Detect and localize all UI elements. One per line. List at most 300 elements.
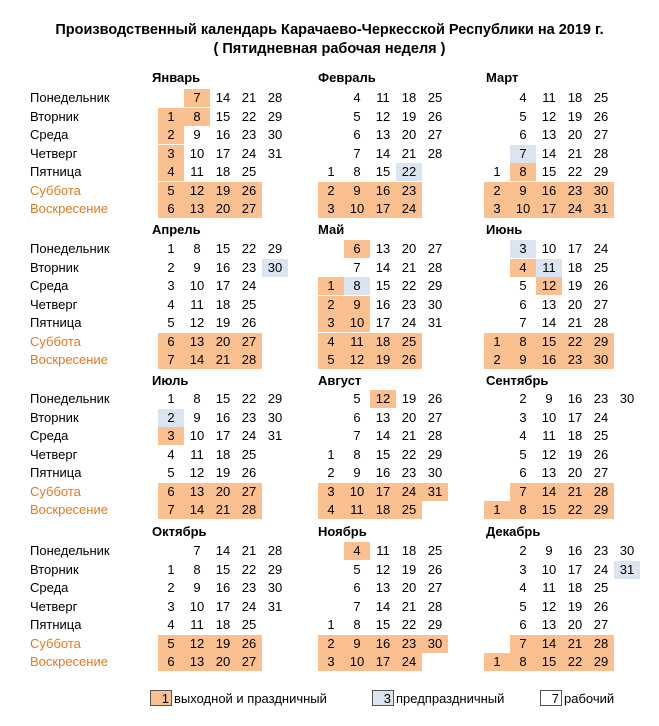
weekday-label: Пятница [30, 315, 82, 330]
day-cell: 5 [167, 465, 175, 480]
day-cell: 5 [353, 108, 361, 124]
legend-preholiday [372, 688, 504, 708]
day-cell: 30 [422, 635, 448, 653]
day-cell: 15 [536, 501, 562, 519]
day-cell: 2 [318, 296, 344, 314]
day-cell: 1 [493, 164, 501, 179]
day-cell: 8 [344, 277, 370, 295]
day-cell: 27 [593, 465, 609, 480]
day-cell: 18 [370, 501, 396, 519]
day-cell: 12 [541, 598, 557, 614]
day-cell: 31 [422, 483, 448, 501]
weekday-label: Понедельник [30, 90, 110, 105]
day-cell: 16 [215, 580, 231, 595]
day-cell: 30 [619, 391, 635, 406]
day-cell: 23 [241, 580, 257, 595]
weekday-label: Четверг [30, 296, 78, 312]
weekday-label: Пятница [30, 465, 82, 480]
day-cell: 5 [353, 391, 361, 406]
day-cell: 22 [241, 561, 257, 577]
day-cell: 31 [267, 428, 283, 443]
day-cell: 3 [158, 145, 184, 163]
day-cell: 1 [484, 333, 510, 351]
day-cell: 3 [519, 561, 527, 577]
day-cell: 5 [519, 278, 527, 293]
day-cell: 22 [241, 391, 257, 406]
day-cell: 21 [210, 501, 236, 519]
day-cell: 5 [519, 108, 527, 124]
weekday-label: Суббота [30, 635, 81, 651]
day-cell: 14 [541, 315, 557, 330]
day-cell: 22 [562, 333, 588, 351]
day-cell: 9 [510, 351, 536, 369]
month-name: Декабрь [486, 524, 541, 539]
day-cell: 27 [593, 617, 609, 632]
day-cell: 26 [396, 351, 422, 369]
day-cell: 19 [215, 315, 231, 330]
day-cell: 13 [541, 127, 557, 142]
day-cell: 16 [215, 409, 231, 425]
day-cell: 5 [318, 351, 344, 369]
day-cell: 24 [241, 428, 257, 443]
day-cell: 30 [267, 580, 283, 595]
day-cell: 30 [619, 543, 635, 558]
day-cell: 6 [353, 409, 361, 425]
day-cell: 5 [353, 561, 361, 577]
day-cell: 10 [344, 314, 370, 332]
day-cell: 24 [593, 241, 609, 256]
day-cell: 4 [318, 333, 344, 351]
day-cell: 29 [427, 278, 443, 293]
day-cell: 14 [215, 90, 231, 105]
day-cell: 20 [210, 333, 236, 351]
day-cell: 6 [158, 333, 184, 351]
legend-holiday-swatch: 1 [150, 690, 172, 706]
day-cell: 31 [588, 200, 614, 218]
day-cell: 31 [267, 598, 283, 614]
day-cell: 16 [536, 351, 562, 369]
page-subtitle: ( Пятидневная рабочая неделя ) [213, 41, 446, 57]
weekday-label: Суббота [30, 182, 81, 198]
day-cell: 23 [593, 543, 609, 558]
day-cell: 23 [241, 409, 257, 425]
day-cell: 21 [401, 598, 417, 614]
day-cell: 12 [344, 351, 370, 369]
day-cell: 7 [519, 315, 527, 330]
day-cell: 30 [588, 351, 614, 369]
day-cell: 20 [567, 617, 583, 632]
month-name: Октябрь [152, 524, 207, 539]
day-cell: 2 [519, 391, 527, 406]
day-cell: 14 [375, 598, 391, 614]
day-cell: 24 [396, 653, 422, 671]
day-cell: 23 [396, 635, 422, 653]
day-cell: 15 [375, 278, 391, 293]
day-cell: 28 [593, 315, 609, 330]
day-cell: 28 [427, 598, 443, 614]
day-cell: 3 [167, 598, 175, 614]
day-cell: 7 [353, 145, 361, 161]
day-cell: 11 [344, 333, 370, 351]
day-cell: 20 [401, 127, 417, 142]
day-cell: 7 [193, 543, 201, 558]
day-cell: 30 [427, 296, 443, 312]
day-cell: 4 [344, 542, 370, 560]
day-cell: 11 [376, 90, 390, 105]
day-cell: 8 [193, 241, 201, 256]
day-cell: 11 [190, 617, 204, 632]
day-cell: 24 [396, 483, 422, 501]
day-cell: 19 [567, 446, 583, 462]
day-cell: 16 [567, 391, 583, 406]
day-cell: 8 [193, 561, 201, 577]
day-cell: 26 [427, 561, 443, 577]
day-cell: 22 [562, 653, 588, 671]
day-cell: 20 [401, 580, 417, 595]
day-cell: 29 [588, 653, 614, 671]
day-cell: 12 [184, 635, 210, 653]
month-name: Январь [152, 70, 201, 85]
day-cell: 18 [567, 90, 583, 105]
day-cell: 21 [241, 543, 257, 558]
day-cell: 11 [542, 428, 556, 443]
day-cell: 3 [318, 653, 344, 671]
day-cell: 18 [215, 446, 231, 462]
weekday-label: Среда [30, 278, 69, 293]
day-cell: 7 [158, 501, 184, 519]
day-cell: 12 [541, 446, 557, 462]
day-cell: 21 [401, 259, 417, 275]
day-cell: 15 [375, 446, 391, 462]
day-cell: 28 [588, 635, 614, 653]
day-cell: 20 [567, 127, 583, 142]
day-cell: 5 [158, 635, 184, 653]
day-cell: 6 [519, 296, 527, 312]
day-cell: 3 [318, 314, 344, 332]
day-cell: 28 [267, 90, 283, 105]
day-cell: 12 [184, 182, 210, 200]
day-cell: 28 [588, 483, 614, 501]
day-cell: 18 [401, 543, 417, 558]
weekday-label: Среда [30, 580, 69, 595]
day-cell: 21 [401, 428, 417, 443]
day-cell: 24 [396, 200, 422, 218]
day-cell: 25 [593, 428, 609, 443]
day-cell: 8 [353, 617, 361, 632]
day-cell: 17 [536, 200, 562, 218]
month-name: Август [318, 373, 362, 388]
day-cell: 9 [344, 296, 370, 314]
day-cell: 17 [370, 653, 396, 671]
day-cell: 21 [562, 483, 588, 501]
day-cell: 22 [241, 241, 257, 256]
day-cell: 22 [401, 446, 417, 462]
weekday-label: Пятница [30, 617, 82, 632]
day-cell: 4 [167, 446, 175, 462]
day-cell: 4 [353, 90, 361, 105]
day-cell: 1 [158, 108, 184, 126]
day-cell: 1 [327, 164, 335, 179]
day-cell: 28 [236, 351, 262, 369]
day-cell: 25 [241, 164, 257, 179]
day-cell: 25 [427, 90, 443, 105]
day-cell: 14 [215, 543, 231, 558]
day-cell: 14 [184, 501, 210, 519]
day-cell: 26 [241, 465, 257, 480]
day-cell: 13 [541, 296, 557, 312]
day-cell: 19 [567, 108, 583, 124]
day-cell: 8 [510, 501, 536, 519]
day-cell: 29 [267, 241, 283, 256]
day-cell: 21 [241, 90, 257, 105]
day-cell: 1 [167, 391, 175, 406]
day-cell: 3 [318, 483, 344, 501]
day-cell: 10 [344, 653, 370, 671]
day-cell: 22 [401, 278, 417, 293]
day-cell: 10 [189, 145, 205, 161]
day-cell: 15 [536, 333, 562, 351]
day-cell: 20 [401, 409, 417, 425]
day-cell: 6 [353, 127, 361, 142]
weekday-label: Понедельник [30, 543, 110, 558]
legend-workday-swatch: 7 [540, 690, 562, 706]
day-cell: 13 [375, 580, 391, 595]
day-cell: 25 [427, 543, 443, 558]
day-cell: 19 [210, 182, 236, 200]
day-cell: 11 [542, 90, 556, 105]
day-cell: 4 [167, 617, 175, 632]
day-cell: 21 [562, 635, 588, 653]
day-cell: 27 [427, 580, 443, 595]
day-cell: 29 [267, 391, 283, 406]
day-cell: 8 [510, 653, 536, 671]
day-cell: 8 [353, 164, 361, 179]
day-cell: 14 [375, 428, 391, 443]
day-cell: 20 [567, 296, 583, 312]
day-cell: 15 [375, 617, 391, 632]
day-cell: 21 [210, 351, 236, 369]
day-cell: 26 [427, 391, 443, 406]
day-cell: 15 [536, 653, 562, 671]
day-cell: 11 [190, 446, 204, 462]
day-cell: 15 [215, 241, 231, 256]
day-cell: 3 [484, 200, 510, 218]
day-cell: 4 [519, 580, 527, 595]
day-cell: 10 [510, 200, 536, 218]
day-cell: 9 [344, 182, 370, 200]
day-cell: 6 [519, 465, 527, 480]
day-cell: 19 [215, 465, 231, 480]
day-cell: 24 [241, 145, 257, 161]
day-cell: 8 [184, 108, 210, 126]
day-cell: 14 [536, 483, 562, 501]
day-cell: 4 [510, 259, 536, 277]
day-cell: 1 [484, 501, 510, 519]
day-cell: 5 [519, 446, 527, 462]
day-cell: 10 [541, 561, 557, 577]
day-cell: 11 [190, 296, 204, 312]
day-cell: 2 [167, 259, 175, 275]
day-cell: 23 [593, 391, 609, 406]
day-cell: 1 [167, 561, 175, 577]
day-cell: 15 [215, 561, 231, 577]
day-cell: 30 [267, 127, 283, 142]
weekday-label: Четверг [30, 598, 78, 614]
day-cell: 4 [167, 296, 175, 312]
day-cell: 11 [190, 164, 204, 179]
legend-preholiday-label: предпраздничный [396, 690, 505, 706]
day-cell: 2 [167, 580, 175, 595]
day-cell: 30 [427, 465, 443, 480]
day-cell: 18 [567, 580, 583, 595]
weekday-label: Четверг [30, 145, 78, 161]
weekday-label: Пятница [30, 164, 82, 179]
day-cell: 8 [193, 391, 201, 406]
day-cell: 26 [593, 598, 609, 614]
day-cell: 28 [427, 145, 443, 161]
day-cell: 12 [536, 277, 562, 295]
day-cell: 13 [375, 127, 391, 142]
weekday-label: Четверг [30, 446, 78, 462]
day-cell: 22 [562, 501, 588, 519]
day-cell: 21 [567, 145, 583, 161]
day-cell: 10 [541, 409, 557, 425]
day-cell: 27 [593, 296, 609, 312]
day-cell: 3 [519, 409, 527, 425]
legend-workday-label: рабочий [564, 690, 615, 706]
day-cell: 11 [344, 501, 370, 519]
weekday-label: Вторник [30, 409, 79, 425]
day-cell: 13 [375, 241, 391, 256]
month-name: Май [318, 222, 345, 237]
day-cell: 2 [318, 182, 344, 200]
weekday-label: Воскресение [30, 654, 108, 669]
day-cell: 6 [519, 617, 527, 632]
day-cell: 6 [519, 127, 527, 142]
day-cell: 7 [353, 259, 361, 275]
day-cell: 13 [184, 333, 210, 351]
day-cell: 19 [567, 278, 583, 293]
day-cell: 8 [510, 333, 536, 351]
day-cell: 29 [427, 446, 443, 462]
day-cell: 14 [184, 351, 210, 369]
day-cell: 12 [189, 465, 205, 480]
day-cell: 28 [593, 145, 609, 161]
day-cell: 3 [318, 200, 344, 218]
day-cell: 17 [567, 561, 583, 577]
day-cell: 30 [262, 259, 288, 277]
day-cell: 30 [267, 409, 283, 425]
day-cell: 7 [510, 483, 536, 501]
day-cell: 10 [541, 241, 557, 256]
day-cell: 12 [541, 108, 557, 124]
day-cell: 11 [542, 580, 556, 595]
day-cell: 2 [519, 543, 527, 558]
day-cell: 3 [167, 278, 175, 293]
day-cell: 5 [158, 182, 184, 200]
day-cell: 12 [375, 561, 391, 577]
day-cell: 6 [158, 483, 184, 501]
day-cell: 2 [318, 635, 344, 653]
day-cell: 26 [236, 635, 262, 653]
day-cell: 6 [353, 580, 361, 595]
day-cell: 13 [184, 483, 210, 501]
day-cell: 20 [210, 200, 236, 218]
day-cell: 27 [236, 653, 262, 671]
day-cell: 17 [215, 145, 231, 161]
day-cell: 13 [184, 200, 210, 218]
day-cell: 13 [541, 617, 557, 632]
day-cell: 29 [427, 617, 443, 632]
day-cell: 26 [593, 278, 609, 293]
day-cell: 19 [210, 635, 236, 653]
day-cell: 18 [215, 617, 231, 632]
day-cell: 12 [375, 108, 391, 124]
day-cell: 22 [567, 164, 583, 179]
day-cell: 25 [396, 333, 422, 351]
day-cell: 5 [167, 315, 175, 330]
day-cell: 9 [510, 182, 536, 200]
day-cell: 19 [401, 391, 417, 406]
day-cell: 26 [236, 182, 262, 200]
month-name: Март [486, 70, 519, 85]
day-cell: 7 [184, 89, 210, 107]
day-cell: 18 [401, 90, 417, 105]
day-cell: 17 [375, 315, 391, 330]
day-cell: 16 [567, 543, 583, 558]
day-cell: 27 [236, 333, 262, 351]
day-cell: 23 [241, 259, 257, 275]
weekday-label: Воскресение [30, 201, 108, 216]
day-cell: 17 [215, 598, 231, 614]
legend-holiday [150, 688, 327, 708]
day-cell: 10 [189, 428, 205, 443]
day-cell: 4 [318, 501, 344, 519]
day-cell: 18 [215, 296, 231, 312]
day-cell: 9 [193, 580, 201, 595]
legend-holiday-label: выходной и праздничный [174, 690, 327, 706]
day-cell: 27 [427, 127, 443, 142]
day-cell: 24 [562, 200, 588, 218]
day-cell: 14 [375, 259, 391, 275]
day-cell: 9 [193, 259, 201, 275]
day-cell: 4 [519, 90, 527, 105]
day-cell: 6 [344, 240, 370, 258]
month-name: Февраль [318, 70, 376, 85]
day-cell: 18 [370, 333, 396, 351]
day-cell: 23 [401, 296, 417, 312]
month-name: Апрель [152, 222, 201, 237]
day-cell: 26 [593, 446, 609, 462]
day-cell: 25 [593, 259, 609, 275]
day-cell: 23 [562, 182, 588, 200]
day-cell: 7 [510, 145, 536, 163]
day-cell: 13 [541, 465, 557, 480]
day-cell: 10 [189, 598, 205, 614]
day-cell: 15 [215, 108, 231, 124]
day-cell: 10 [344, 483, 370, 501]
day-cell: 25 [593, 90, 609, 105]
day-cell: 16 [375, 296, 391, 312]
day-cell: 24 [593, 409, 609, 425]
day-cell: 30 [588, 182, 614, 200]
day-cell: 14 [536, 635, 562, 653]
weekday-label: Суббота [30, 483, 81, 499]
day-cell: 10 [344, 200, 370, 218]
day-cell: 31 [614, 561, 640, 579]
month-name: Июль [152, 373, 189, 388]
day-cell: 1 [327, 617, 335, 632]
